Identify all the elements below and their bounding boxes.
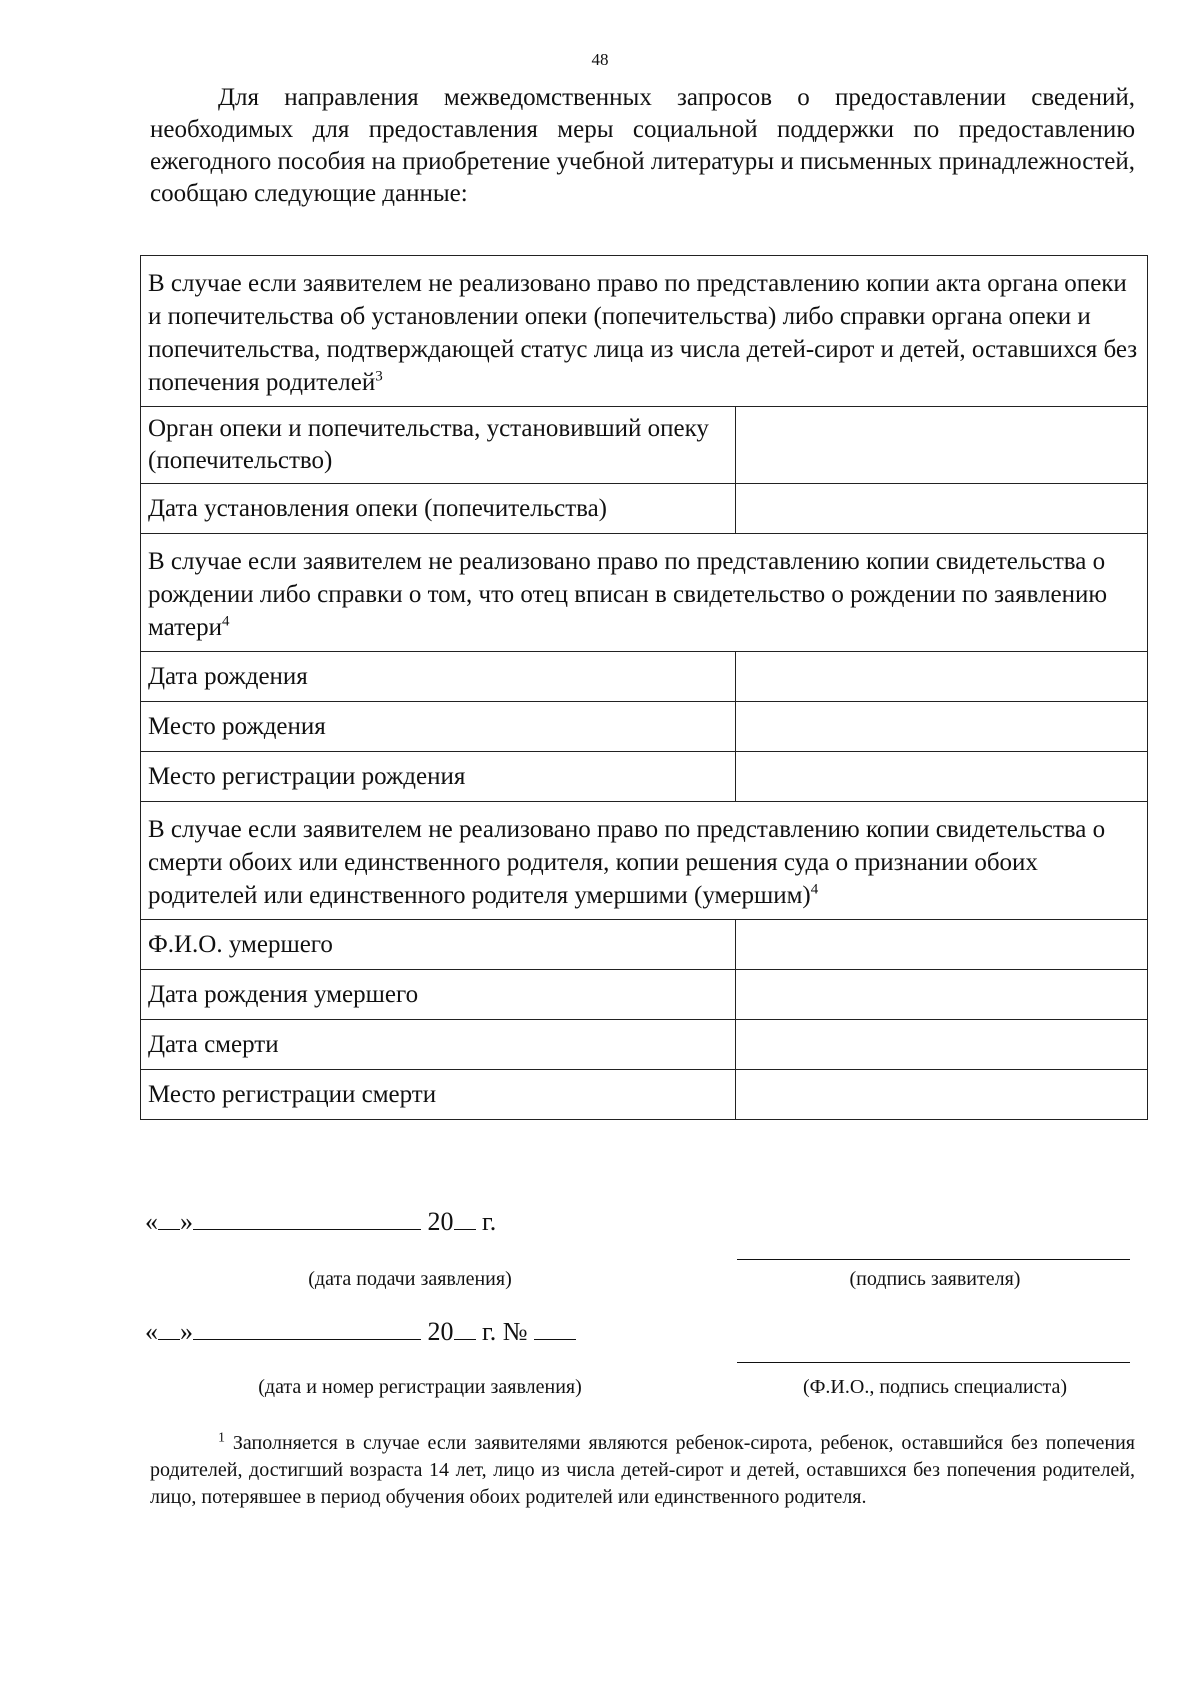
section-header-row [141,802,1148,920]
field-label: Орган опеки и попечительства, установивший опеку (попечительство) [141,407,736,484]
section-text: В случае если заявителем не реализовано право по представлению копии акта органа опеки и попечительства об установлении опеки (попечительства) либо справки органа опеки и попечительства, подтверждающей статус лица из числа детей-сирот и детей, оставшихся без попечения родителей [148,270,1138,396]
specialist-signature-line[interactable] [737,1362,1130,1363]
caption-applicant-signature: (подпись заявителя) [849,1268,1021,1290]
table-row [141,752,1148,802]
reg-month-blank[interactable] [193,1319,421,1340]
caption-registration: (дата и номер регистрации заявления) [258,1376,582,1398]
field-value-cell[interactable] [736,752,1148,802]
footnote [150,1430,1135,1511]
footnote-text: Заполняется в случае если заявителями являются ребенок-сирота, ребенок, оставшийся без попечения родителей, достигший возраста 14 лет, лицо из числа детей-сирот и детей, оставшихся без попечения родителей, лицо, потерявшее в период обучения обоих родителей или единственного родителя. [150,1432,1136,1508]
caption-application-date: (дата подачи заявления) [308,1268,512,1290]
caption-specialist: (Ф.И.О., подпись специалиста) [802,1376,1068,1398]
field-label: Дата установления опеки (попечительства) [141,484,736,534]
field-label: Место регистрации рождения [141,752,736,802]
footnote-mark: 1 [218,1430,225,1446]
section-text: В случае если заявителем не реализовано право по представлению копии свидетельства о смерти обоих или единственного родителя, копии решения суда о признании обоих родителей или единственного родителя умершими (умершим) [148,816,1106,909]
footnote-reference: 4 [810,881,819,898]
table-row [141,970,1148,1020]
page-number: 48 [591,50,609,69]
table-row [141,407,1148,484]
field-value-cell[interactable] [736,484,1148,534]
table-row [141,1020,1148,1070]
section-header [141,534,1148,652]
reg-number-blank[interactable] [534,1319,576,1340]
section-header-row [141,534,1148,652]
applicant-signature-line[interactable] [737,1259,1130,1260]
month-blank[interactable] [193,1209,421,1230]
table-row [141,652,1148,702]
request-data-table [140,255,1148,1120]
table-row [141,920,1148,970]
section-header [141,802,1148,920]
field-label: Дата рождения [141,652,736,702]
footnote-reference: 4 [222,613,230,630]
reg-day-blank[interactable] [158,1319,180,1340]
field-value-cell[interactable] [736,652,1148,702]
field-value-cell[interactable] [736,920,1148,970]
field-value-cell[interactable] [736,1020,1148,1070]
field-label: Дата смерти [141,1020,736,1070]
field-value-cell[interactable] [736,702,1148,752]
field-value-cell[interactable] [736,970,1148,1020]
field-label: Место рождения [141,702,736,752]
intro-paragraph: Для направления межведомственных запросов о предоставлении сведений, необходимых для предоставления меры социальной поддержки по предоставлению ежегодного пособия на приобретение учебной литературы и письменных принадлежностей, сообщаю следующие данные: [150,84,1135,207]
year-blank[interactable] [454,1209,476,1230]
table-row [141,1070,1148,1120]
application-date-line: « » 20 г. [145,1207,497,1236]
footnote-reference: 3 [375,368,383,385]
field-label: Дата рождения умершего [141,970,736,1020]
section-text: В случае если заявителем не реализовано право по представлению копии свидетельства о рождении либо справки о том, что отец вписан в свидетельство о рождении по заявлению матери [148,548,1108,641]
field-value-cell[interactable] [736,1070,1148,1120]
registration-date-line: « » 20 г. № [145,1317,576,1347]
field-label: Место регистрации смерти [141,1070,736,1120]
table-row [141,702,1148,752]
field-value-cell[interactable] [736,407,1148,484]
section-header-row [141,256,1148,407]
section-header [141,256,1148,407]
day-blank[interactable] [158,1209,180,1230]
table-row [141,484,1148,534]
field-label: Ф.И.О. умершего [141,920,736,970]
reg-year-blank[interactable] [454,1319,476,1340]
